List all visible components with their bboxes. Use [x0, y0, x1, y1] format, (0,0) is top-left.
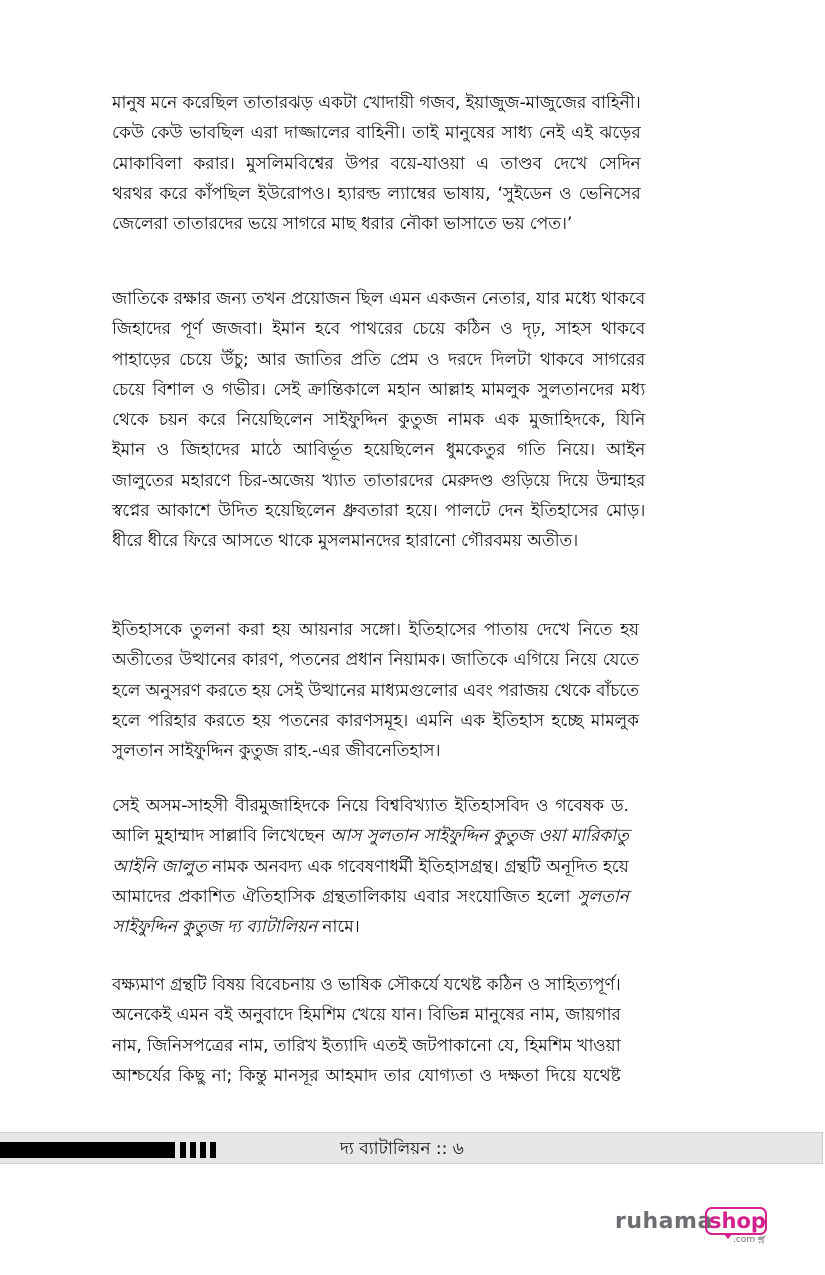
text-line: হলে পরিহার করতে হয় পতনের কারণসমূহ। এমনি এক ইতিহাস হচ্ছে মামলুক	[112, 710, 639, 731]
text-line: থরথর করে কাঁপছিল ইউরোপও। হ্যারল্ড ল্যাম্বের ভাষায়, ‘সুইডেন ও ভেনিসের	[112, 183, 641, 204]
text-line: কেউ কেউ ভাবছিল এরা দাজ্জালের বাহিনী। তাই মানুষের সাধ্য নেই এই ঝড়ের	[112, 123, 641, 144]
text-line	[112, 852, 629, 882]
translated-title-italic: সাইফুদ্দিন কুতুজ দ্য ব্যাটালিয়ন	[112, 917, 318, 938]
footer-decorative-tick	[180, 1142, 186, 1158]
text-run: আমাদের প্রকাশিত ঐতিহাসিক গ্রন্থতালিকায় এবার সংযোজিত হলো	[112, 886, 578, 907]
text-line: হলে অনুসরণ করতে হয় সেই উত্থানের মাধ্যমগুলোর এবং পরাজয় থেকে বাঁচতে	[112, 680, 639, 701]
text-line: পাহাড়ের চেয়ে উঁচু; আর জাতির প্রতি প্রেম ও দরদে দিলটা থাকবে সাগরের	[112, 349, 646, 370]
paragraph-2	[112, 284, 645, 557]
text-line: অতীতের উত্থানের কারণ, পতনের প্রধান নিয়ামক। জাতিকে এগিয়ে নিয়ে যেতে	[112, 650, 639, 671]
text-line: ধীরে ধীরে ফিরে আসতে থাকে মুসলমানদের হারানো গৌরবময় অতীত।	[112, 531, 579, 552]
text-run: আলি মুহাম্মাদ সাল্লাবি লিখেছেন	[112, 826, 331, 847]
paragraph-3	[112, 615, 639, 766]
text-line: নাম, জিনিসপত্রের নাম, তারিখ ইত্যাদি এতই জটপাকানো যে, হিমশিম খাওয়া	[112, 1035, 621, 1056]
logo-text-shop: shop	[709, 1209, 766, 1233]
ruhamashop-logo	[615, 1207, 775, 1247]
text-line: জালুতের মহারণে চির-অজেয় খ্যাত তাতারদের মেরুদণ্ড গুড়িয়ে দিয়ে উন্মাহর	[112, 470, 646, 491]
text-line	[112, 912, 629, 942]
footer-decorative-bar	[0, 1142, 175, 1158]
book-title-italic: আস সুলতান সাইফুদ্দিন কুতুজ ওয়া মারিকাতু	[330, 826, 629, 847]
text-line: জাতিকে রক্ষার জন্য তখন প্রয়োজন ছিল এমন একজন নেতার, যার মধ্যে থাকবে	[112, 289, 646, 309]
running-footer	[0, 1132, 823, 1164]
text-run: নামক অনবদ্য এক গবেষণাধর্মী ইতিহাসগ্রন্থ। গ্রন্থটি অনূদিত হয়ে	[206, 856, 629, 877]
paragraph-4	[112, 791, 629, 942]
book-title-italic: আইনি জালুত	[112, 856, 207, 877]
footer-decorative-tick	[210, 1142, 216, 1158]
running-title-page-number: দ্য ব্যাটালিয়ন :: ৬	[340, 1139, 464, 1159]
text-line: মানুষ মনে করেছিল তাতারঝড় একটা খোদায়ী গজব, ইয়াজুজ-মাজুজের বাহিনী।	[112, 93, 641, 113]
logo-text-domain: .com	[733, 1235, 756, 1245]
text-line: থেকে চয়ন করে নিয়েছিলেন সাইফুদ্দিন কুতুজ নামক এক মুজাহিদকে, যিনি	[112, 410, 646, 431]
text-line: ইতিহাসকে তুলনা করা হয় আয়নার সঙ্গো। ইতিহাসের পাতায় দেখে নিতে হয়	[112, 620, 639, 640]
translated-title-italic: সুলতান	[577, 886, 629, 907]
text-run: নামে।	[317, 917, 360, 938]
text-line: মোকাবিলা করার। মুসলিমবিশ্বের উপর বয়ে-যাওয়া এ তাণ্ডব দেখে সেদিন	[112, 153, 641, 174]
text-line	[112, 821, 629, 851]
text-line	[112, 882, 629, 912]
text-line: স্বপ্নের আকাশে উদিত হয়েছিলেন ধ্রুবতারা হয়ে। পালটে দেন ইতিহাসের মোড়।	[112, 501, 646, 522]
text-line: সেই অসম-সাহসী বীরমুজাহিদকে নিয়ে বিশ্ববিখ্যাত ইতিহাসবিদ ও গবেষক ড.	[112, 796, 629, 816]
paragraph-1	[112, 88, 641, 239]
text-line: চেয়ে বিশাল ও গভীর। সেই ক্রান্তিকালে মহান আল্লাহ মামলুক সুলতানদের মধ্য	[112, 379, 646, 400]
cart-icon: 🛒︎	[757, 1235, 768, 1244]
footer-decorative-tick	[190, 1142, 196, 1158]
text-line: ইমান ও জিহাদের মাঠে আবির্ভূত হয়েছিলেন ধুমকেতুর গতি নিয়ে। আইন	[112, 440, 646, 461]
logo-bubble-tail	[723, 1233, 733, 1239]
text-line: সুলতান সাইফুদ্দিন কুতুজ রাহ.-এর জীবনেতিহাস।	[112, 741, 441, 762]
logo-text-ruhama: ruhama	[615, 1209, 713, 1234]
text-line: আশ্চর্যের কিছু না; কিন্তু মানসূর আহমাদ তার যোগ্যতা ও দক্ষতা দিয়ে যথেষ্ট	[112, 1065, 621, 1086]
text-line: জেলেরা তাতারদের ভয়ে সাগরে মাছ ধরার নৌকা ভাসাতে ভয় পেত।’	[112, 214, 573, 235]
text-line: অনেকেই এমন বই অনুবাদে হিমশিম খেয়ে যান। বিভিন্ন মানুষের নাম, জায়গার	[112, 1005, 621, 1026]
text-line: জিহাদের পূর্ণ জজবা। ইমান হবে পাথরের চেয়ে কঠিন ও দৃঢ়, সাহস থাকবে	[112, 319, 646, 340]
footer-decorative-tick	[200, 1142, 206, 1158]
paragraph-5	[112, 970, 621, 1091]
text-line: বক্ষ্যমাণ গ্রন্থটি বিষয় বিবেচনায় ও ভাষিক সৌকর্যে যথেষ্ট কঠিন ও সাহিত্যপূর্ণ।	[112, 975, 621, 995]
